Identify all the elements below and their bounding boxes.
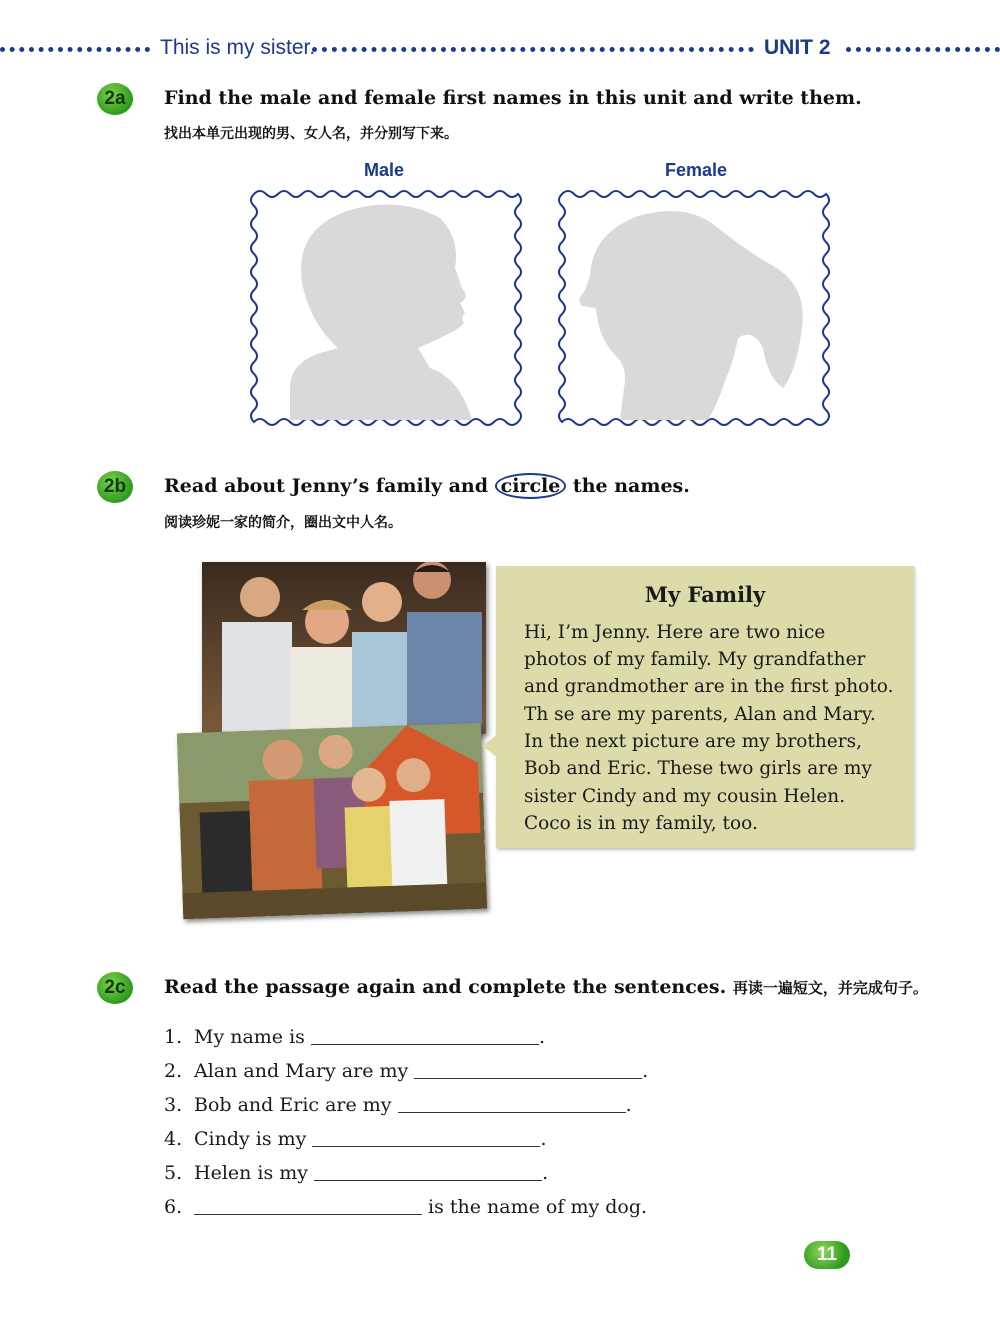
passage-line: photos of my family. My grandfather [524,649,866,670]
family-photo-adults [202,562,486,734]
family-photo-children [177,723,487,919]
sentence-end: . [625,1094,632,1116]
sentence-text: Cindy is my [194,1128,313,1150]
section-badge-2b: 2b [97,471,133,503]
instruction-2c-en: Read the passage again and complete the sentences. [164,976,727,998]
sentence-end: . [540,1128,547,1150]
header-dots-right [846,47,1000,52]
answer-blank[interactable] [414,1060,642,1079]
sentence-number: 3. [164,1094,183,1116]
instruction-2c-cn: 再读一遍短文，并完成句子。 [732,979,928,997]
male-name-box[interactable] [250,188,522,428]
sentence-end: is the name of my dog. [422,1196,648,1218]
instruction-2b-pre: Read about Jenny’s family and [164,475,495,497]
sentence-number: 2. [164,1060,183,1082]
sentence-2 [164,1060,648,1082]
passage-line: Th se are my parents, Alan and Mary. [524,704,876,725]
sentence-text: My name is [194,1026,311,1048]
sentence-end: . [642,1060,649,1082]
sentence-6 [164,1196,647,1218]
sentence-text: Helen is my [194,1162,315,1184]
instruction-2b-circled-word: circle [495,473,567,499]
passage-line: Coco is in my family, too. [524,813,758,834]
section-badge-2c: 2c [97,972,133,1004]
section-badge-2a: 2a [97,83,133,115]
instruction-2a-cn: 找出本单元出现的男、女人名，并分别写下来。 [164,126,458,142]
header-title: This is my sister. [160,36,316,59]
female-label: Female [664,160,728,180]
sentence-end: . [538,1026,546,1048]
passage-line: and grandmother are in the first photo. [524,676,894,697]
sentence-3 [164,1094,632,1116]
sentence-number: 6. [164,1196,183,1218]
passage-line: Hi, I’m Jenny. Here are two nice [524,622,826,643]
passage-box [496,566,914,848]
sentence-5 [164,1162,548,1184]
sentence-number: 5. [164,1162,183,1184]
sentence-1 [164,1026,545,1048]
sentence-number: 4. [164,1128,183,1150]
sentence-text: Bob and Eric are my [194,1094,398,1116]
answer-blank[interactable] [194,1196,422,1215]
answer-blank[interactable] [312,1128,540,1147]
instruction-2c [164,976,928,998]
header-unit: UNIT 2 [764,36,831,59]
passage-line: sister Cindy and my cousin Helen. [524,786,846,807]
answer-blank[interactable] [311,1026,539,1045]
instruction-2a: Find the male and female first names in this unit and write them. [164,87,862,109]
instruction-2b-post: the names. [566,475,690,497]
passage-title: My Family [644,582,766,607]
male-silhouette-icon [250,188,522,428]
female-name-box[interactable] [558,188,830,428]
passage-line: In the next picture are my brothers, [524,731,862,752]
sentence-number: 1. [164,1026,183,1048]
sentence-text: Alan and Mary are my [194,1060,415,1082]
sentence-4 [164,1128,547,1150]
speech-pointer [482,734,498,758]
female-silhouette-icon [558,188,830,428]
page-number: 11 [804,1241,850,1269]
instruction-2b [164,475,690,497]
passage-line: Bob and Eric. These two girls are my [524,758,872,779]
instruction-2b-cn: 阅读珍妮一家的简介，圈出文中人名。 [164,515,402,531]
sentence-end: . [542,1162,549,1184]
answer-blank[interactable] [398,1094,626,1113]
answer-blank[interactable] [314,1162,542,1181]
male-label: Male [363,160,405,180]
header-dots-left [0,47,150,52]
header-dots-middle [312,47,754,52]
